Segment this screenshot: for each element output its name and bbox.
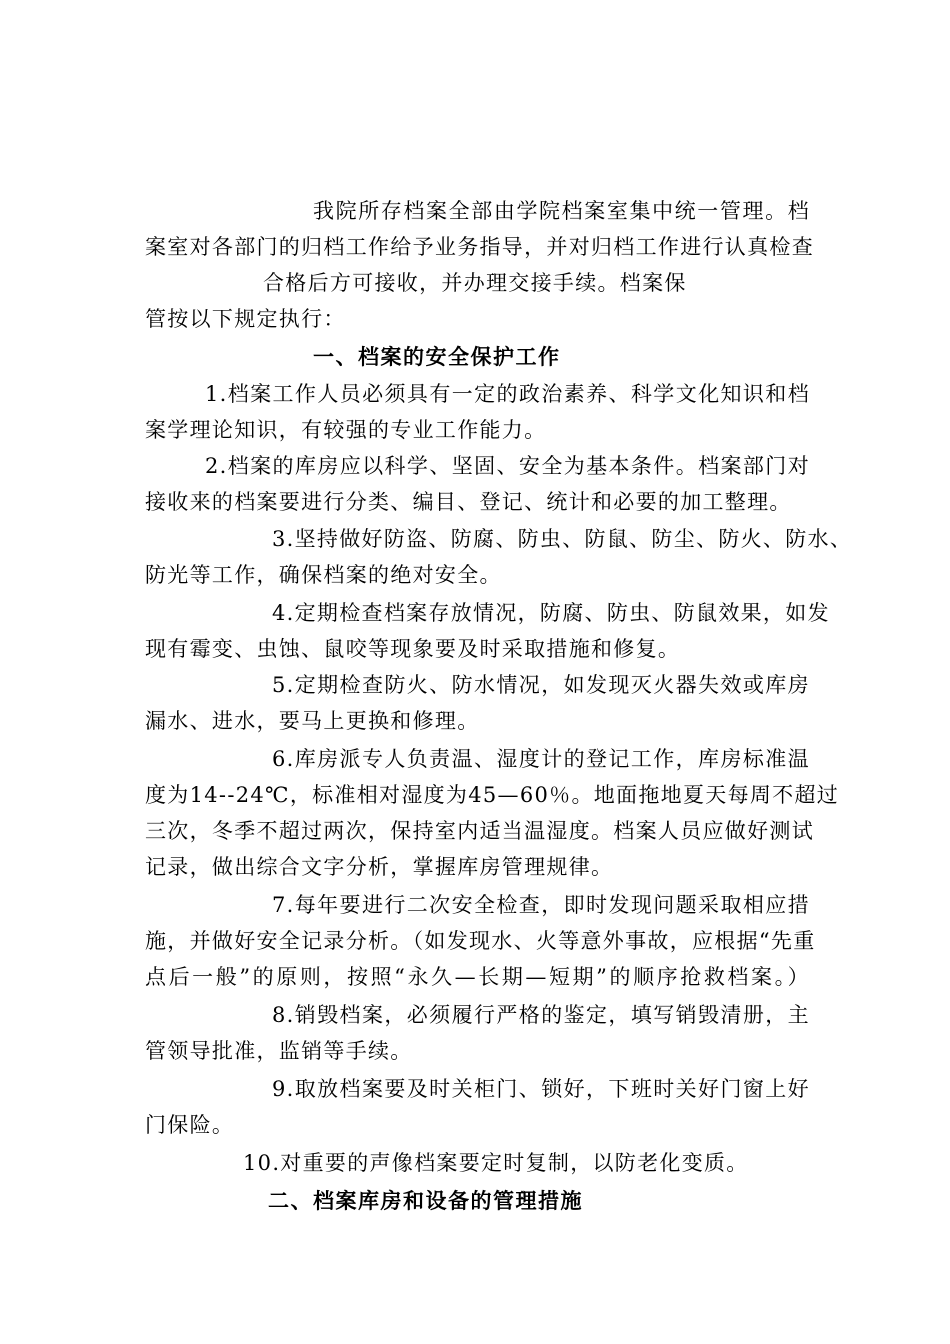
item-2-line-1: 2.档案的库房应以科学、坚固、安全为基本条件。档案部门对 [205, 454, 810, 478]
intro-line-2: 案室对各部门的归档工作给予业务指导，并对归档工作进行认真检查 [145, 235, 814, 259]
intro-line-3: 合格后方可接收，并办理交接手续。档案保 [263, 271, 687, 295]
intro-line-4: 管按以下规定执行： [145, 307, 346, 331]
item-2-line-2: 接收来的档案要进行分类、编目、登记、统计和必要的加工整理。 [145, 490, 792, 514]
item-3-line-1: 3.坚持做好防盗、防腐、防虫、防鼠、防尘、防火、防水、 [272, 527, 853, 551]
item-1-line-2: 案学理论知识，有较强的专业工作能力。 [145, 418, 547, 442]
item-7-line-1: 7.每年要进行二次安全检查，即时发现问题采取相应措 [272, 893, 810, 917]
item-6-line-3: 三次，冬季不超过两次，保持室内适当温湿度。档案人员应做好测试 [145, 819, 814, 843]
intro-line-1: 我院所存档案全部由学院档案室集中统一管理。档 [313, 199, 810, 223]
item-8-line-2: 管领导批准，监销等手续。 [145, 1039, 413, 1063]
item-4-line-2: 现有霉变、虫蚀、鼠咬等现象要及时采取措施和修复。 [145, 637, 681, 661]
section-2-heading: 二、档案库房和设备的管理措施 [268, 1189, 583, 1213]
section-1-heading: 一、档案的安全保护工作 [313, 345, 561, 369]
item-9-line-2: 门保险。 [145, 1113, 235, 1137]
item-3-line-2: 防光等工作，确保档案的绝对安全。 [145, 563, 502, 587]
item-6-line-4: 记录，做出综合文字分析，掌握库房管理规律。 [145, 855, 614, 879]
item-5-line-1: 5.定期检查防火、防水情况，如发现灭火器失效或库房 [272, 673, 810, 697]
item-9-line-1: 9.取放档案要及时关柜门、锁好，下班时关好门窗上好 [272, 1077, 810, 1101]
item-8-line-1: 8.销毁档案，必须履行严格的鉴定，填写销毁清册，主 [272, 1003, 810, 1027]
item-7-line-2: 施，并做好安全记录分析。（如发现水、火等意外事故，应根据“先重 [145, 929, 816, 953]
item-10-line-1: 10.对重要的声像档案要定时复制，以防老化变质。 [243, 1151, 749, 1175]
item-1-line-1: 1.档案工作人员必须具有一定的政治素养、科学文化知识和档 [205, 382, 810, 406]
item-4-line-1: 4.定期检查档案存放情况，防腐、防虫、防鼠效果，如发 [272, 601, 830, 625]
item-5-line-2: 漏水、进水，要马上更换和修理。 [145, 709, 480, 733]
item-6-line-2: 度为14--24℃，标准相对湿度为45—60％。地面拖地夏天每周不超过 [145, 783, 840, 807]
item-7-line-3: 点后一般”的原则，按照“永久—长期—短期”的顺序抢救档案。） [145, 965, 810, 989]
item-6-line-1: 6.库房派专人负责温、湿度计的登记工作，库房标准温 [272, 747, 810, 771]
